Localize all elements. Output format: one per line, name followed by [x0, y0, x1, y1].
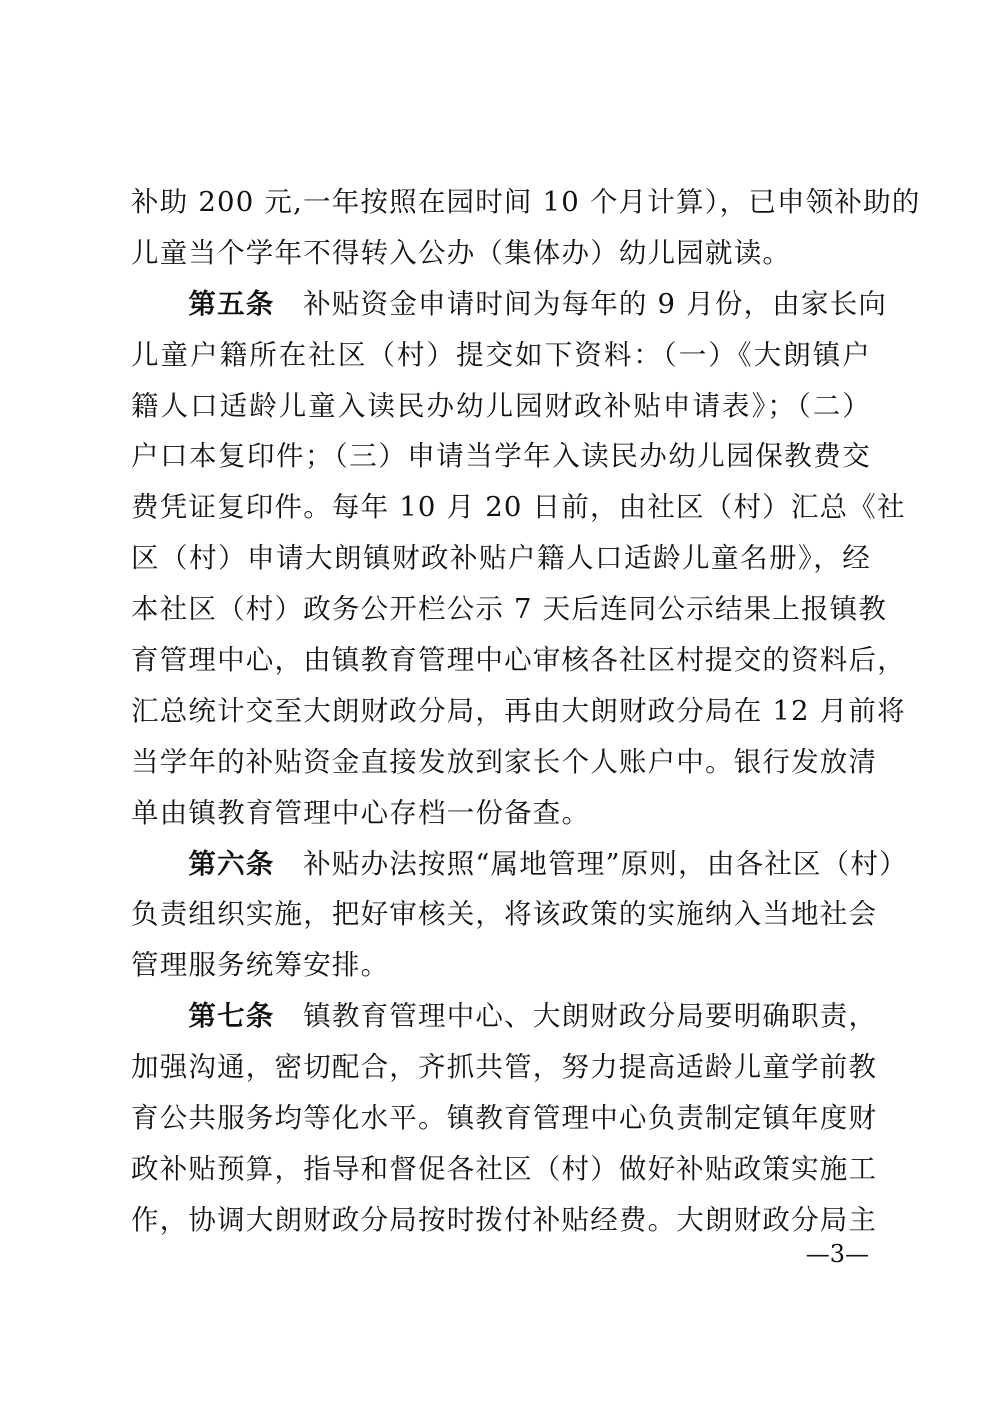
article-text: 补贴办法按照“属地管理”原则，由各社区（村）: [303, 847, 908, 880]
article-label: 第七条: [188, 1000, 275, 1033]
text-line: 负责组织实施，把好审核关，将该政策的实施纳入当地社会: [131, 898, 878, 931]
text-line: 育公共服务均等化水平。镇教育管理中心负责制定镇年度财: [131, 1102, 878, 1135]
text-line: 汇总统计交至大朗财政分局，再由大朗财政分局在 12 月前将: [131, 694, 906, 727]
text-line: 费凭证复印件。每年 10 月 20 日前，由社区（村）汇总《社: [131, 491, 906, 524]
text-line: 当学年的补贴资金直接发放到家长个人账户中。银行发放清: [131, 745, 878, 778]
text-line: 儿童户籍所在社区（村）提交如下资料：（一）《大朗镇户: [131, 338, 871, 371]
text-line: 育管理中心，由镇教育管理中心审核各社区村提交的资料后，: [131, 644, 906, 677]
article-5-line: [131, 279, 888, 330]
body-text: [131, 177, 921, 1246]
text-line: 作，协调大朗财政分局按时拨付补贴经费。大朗财政分局主: [131, 1203, 878, 1236]
text-line: 单由镇教育管理中心存档一份备查。: [131, 796, 591, 829]
text-line: 政补贴预算，指导和督促各社区（村）做好补贴政策实施工: [131, 1152, 878, 1185]
text-line: 籍人口适龄儿童入读民办幼儿园财政补贴申请表》；（二）: [131, 389, 871, 422]
text-line: 管理服务统筹安排。: [131, 949, 390, 982]
page-number: —3—: [805, 1240, 869, 1268]
article-text: 补贴资金申请时间为每年的 9 月份，由家长向: [303, 287, 888, 320]
text-line: 补助 200 元,一年按照在园时间 10 个月计算），已申领补助的: [131, 186, 921, 218]
article-label: 第六条: [188, 847, 275, 880]
text-line: 区（村）申请大朗镇财政补贴户籍人口适龄儿童名册》，经: [131, 542, 871, 575]
text-line: 儿童当个学年不得转入公办（集体办）幼儿园就读。: [131, 236, 792, 269]
text-line: 本社区（村）政务公开栏公示 7 天后连同公示结果上报镇教: [131, 593, 888, 626]
article-6-line: [131, 839, 908, 890]
text-line: 户口本复印件；（三）申请当学年入读民办幼儿园保教费交: [131, 440, 871, 473]
article-text: 镇教育管理中心、大朗财政分局要明确职责，: [303, 1000, 878, 1033]
article-label: 第五条: [188, 287, 275, 320]
text-line: 加强沟通，密切配合，齐抓共管，努力提高适龄儿童学前教: [131, 1051, 878, 1084]
article-7-line: [131, 991, 878, 1042]
